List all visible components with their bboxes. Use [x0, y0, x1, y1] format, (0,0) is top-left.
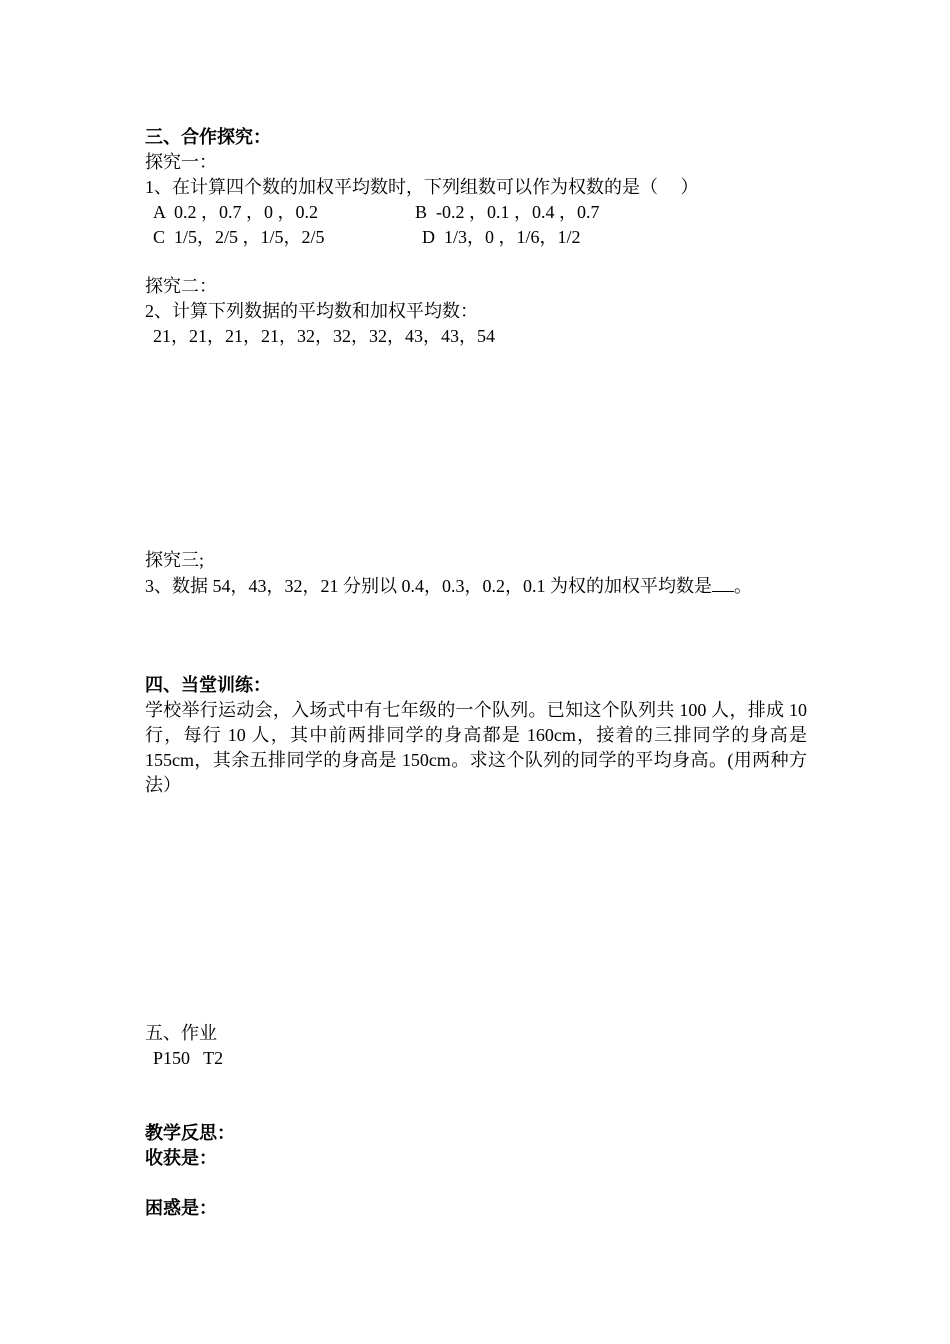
explore2-data: 21，21，21，21，32，32，32，43，43，54 — [153, 326, 495, 346]
explore1-title: 探究一： — [145, 152, 217, 172]
reflection-confusion: 困惑是： — [145, 1198, 217, 1218]
section4-problem: 学校举行运动会，入场式中有七年级的一个队列。已知这个队列共 100 人，排成 10 行，每行 10 人，其中前两排同学的身高都是 160cm，接着的三排同学的身高是 155cm，其余五排同学的身高是 150cm。求这个队列的同学的平均身高。(用两种方法） — [145, 700, 807, 795]
option-a: A 0.2 ，0.7 ，0 ，0.2 — [153, 202, 319, 222]
answer-blank[interactable] — [712, 573, 734, 592]
reflection-gain: 收获是： — [145, 1148, 217, 1168]
explore3-question — [145, 573, 752, 599]
option-c: C 1/5，2/5 ，1/5，2/5 — [153, 227, 325, 247]
section5-heading: 五、作业 — [145, 1023, 217, 1043]
explore1-question: 1、在计算四个数的加权平均数时，下列组数可以作为权数的是（ ） — [145, 177, 699, 197]
explore3-question-end: 。 — [734, 576, 752, 596]
homework-text: P150 T2 — [153, 1048, 224, 1068]
explore2-question: 2、计算下列数据的平均数和加权平均数： — [145, 301, 478, 321]
reflection-heading: 教学反思： — [145, 1123, 235, 1143]
option-b: B -0.2 ，0.1 ，0.4 ，0.7 — [415, 202, 600, 222]
section4-heading: 四、当堂训练： — [145, 675, 271, 695]
explore2-title: 探究二： — [145, 276, 217, 296]
explore3-question-text: 3、数据 54，43，32，21 分别以 0.4，0.3，0.2，0.1 为权的加权平均数是 — [145, 576, 712, 596]
section3-heading: 三、合作探究： — [145, 127, 271, 147]
option-d: D 1/3，0 ，1/6，1/2 — [422, 227, 581, 247]
explore3-title: 探究三; — [145, 550, 205, 570]
